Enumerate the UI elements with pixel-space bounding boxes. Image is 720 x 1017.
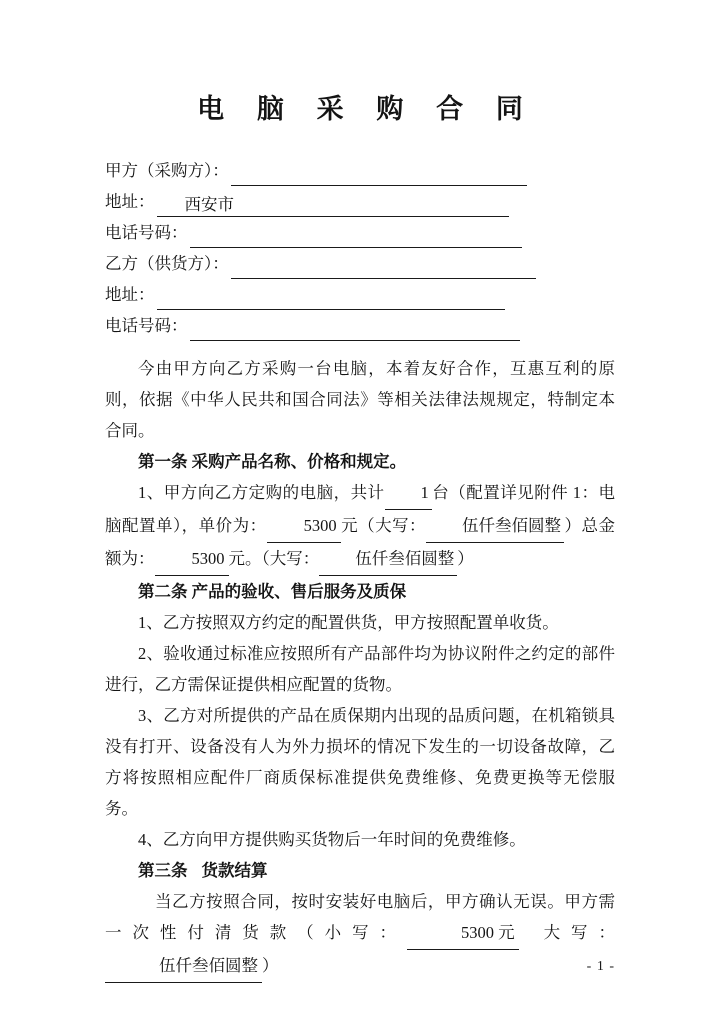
field-row-buyer-address	[105, 186, 615, 217]
article-one-tail: ）	[457, 549, 474, 568]
total-price-blank[interactable]: 5300	[155, 543, 229, 576]
article-three-heading-label: 第三条	[138, 861, 188, 880]
article-two-item-2: 2、验收通过标准应按照所有产品部件均为协议附件之约定的部件进行，乙方需保证提供相应配置的货物。	[105, 644, 615, 694]
field-label-supplier-phone: 电话号码：	[105, 316, 188, 335]
unit-price-blank[interactable]: 5300	[267, 510, 341, 543]
article-one-mid-1: 台（配置详见附件 1：电脑配置单），单价为：	[105, 483, 616, 535]
field-input-supplier-name[interactable]	[231, 256, 536, 279]
field-label-buyer-name: 甲方（采购方）：	[105, 161, 229, 180]
page-number-footer: - 1 -	[586, 959, 615, 974]
field-label-supplier-name: 乙方（供货方）：	[105, 254, 229, 273]
article-three-heading-text: 货款结算	[201, 861, 268, 880]
field-label-buyer-phone: 电话号码：	[105, 223, 188, 242]
article-three-separator: 大写：	[532, 923, 616, 942]
field-row-supplier-phone	[105, 310, 615, 341]
field-input-buyer-phone[interactable]	[190, 225, 522, 248]
field-row-supplier-address	[105, 279, 615, 310]
article-one-mid-4: 元。（大写：	[228, 549, 320, 568]
field-row-buyer-name	[105, 155, 615, 186]
article-one-mid-3: ）总金额为：	[105, 516, 616, 568]
quantity-blank[interactable]: 1	[385, 477, 432, 510]
page-content	[105, 0, 615, 983]
field-value-buyer-address: 西安市	[184, 195, 234, 214]
total-price-words-blank[interactable]: 伍仟叁佰圆整	[319, 543, 457, 576]
field-input-buyer-name[interactable]	[231, 163, 527, 186]
article-two-item-1: 1、乙方按照双方约定的配置供货，甲方按照配置单收货。	[138, 613, 559, 632]
unit-price-words-blank[interactable]: 伍仟叁佰圆整	[426, 510, 564, 543]
preamble-paragraph: 今由甲方向乙方采购一台电脑，本着友好合作，互惠互利的原则，依据《中华人民共和国合同法》等相关法律法规规定，特制定本合同。	[105, 359, 615, 440]
contract-body	[105, 353, 615, 983]
field-input-supplier-address[interactable]	[157, 287, 505, 310]
field-input-buyer-address[interactable]	[157, 194, 509, 217]
article-two-item-4: 4、乙方向甲方提供购买货物后一年时间的免费维修。	[138, 830, 526, 849]
article-three-body-suffix: ）	[262, 956, 279, 975]
article-two-heading: 第二条 产品的验收、售后服务及质保	[138, 582, 407, 601]
field-row-buyer-phone	[105, 217, 615, 248]
article-three-body-prefix: 当乙方按照合同，按时安装好电脑后，甲方确认无误。甲方需一次性付清货款（小写：	[105, 892, 615, 942]
payment-amount-digits-blank[interactable]: 5300 元	[407, 917, 519, 950]
party-information-form	[105, 155, 615, 341]
field-row-supplier-name	[105, 248, 615, 279]
article-one-prefix: 1、甲方向乙方定购的电脑，共计	[138, 483, 385, 502]
payment-amount-words-blank[interactable]: 伍仟叁佰圆整	[105, 950, 262, 983]
field-label-buyer-address: 地址：	[105, 192, 155, 211]
field-input-supplier-phone[interactable]	[190, 318, 520, 341]
article-two-item-3: 3、乙方对所提供的产品在质保期内出现的品质问题，在机箱锁具没有打开、设备没有人为外力损坏的情况下发生的一切设备故障，乙方将按照相应配件厂商质保标准提供免费维修、免费更换等无偿服务。	[105, 706, 615, 818]
field-label-supplier-address: 地址：	[105, 285, 155, 304]
article-one-heading: 第一条 采购产品名称、价格和规定。	[138, 452, 407, 471]
article-one-mid-2: 元（大写：	[340, 516, 427, 535]
article-three-heading	[105, 855, 615, 886]
article-one-item-1	[105, 477, 615, 576]
page-title: 电 脑 采 购 合 同	[197, 94, 536, 124]
